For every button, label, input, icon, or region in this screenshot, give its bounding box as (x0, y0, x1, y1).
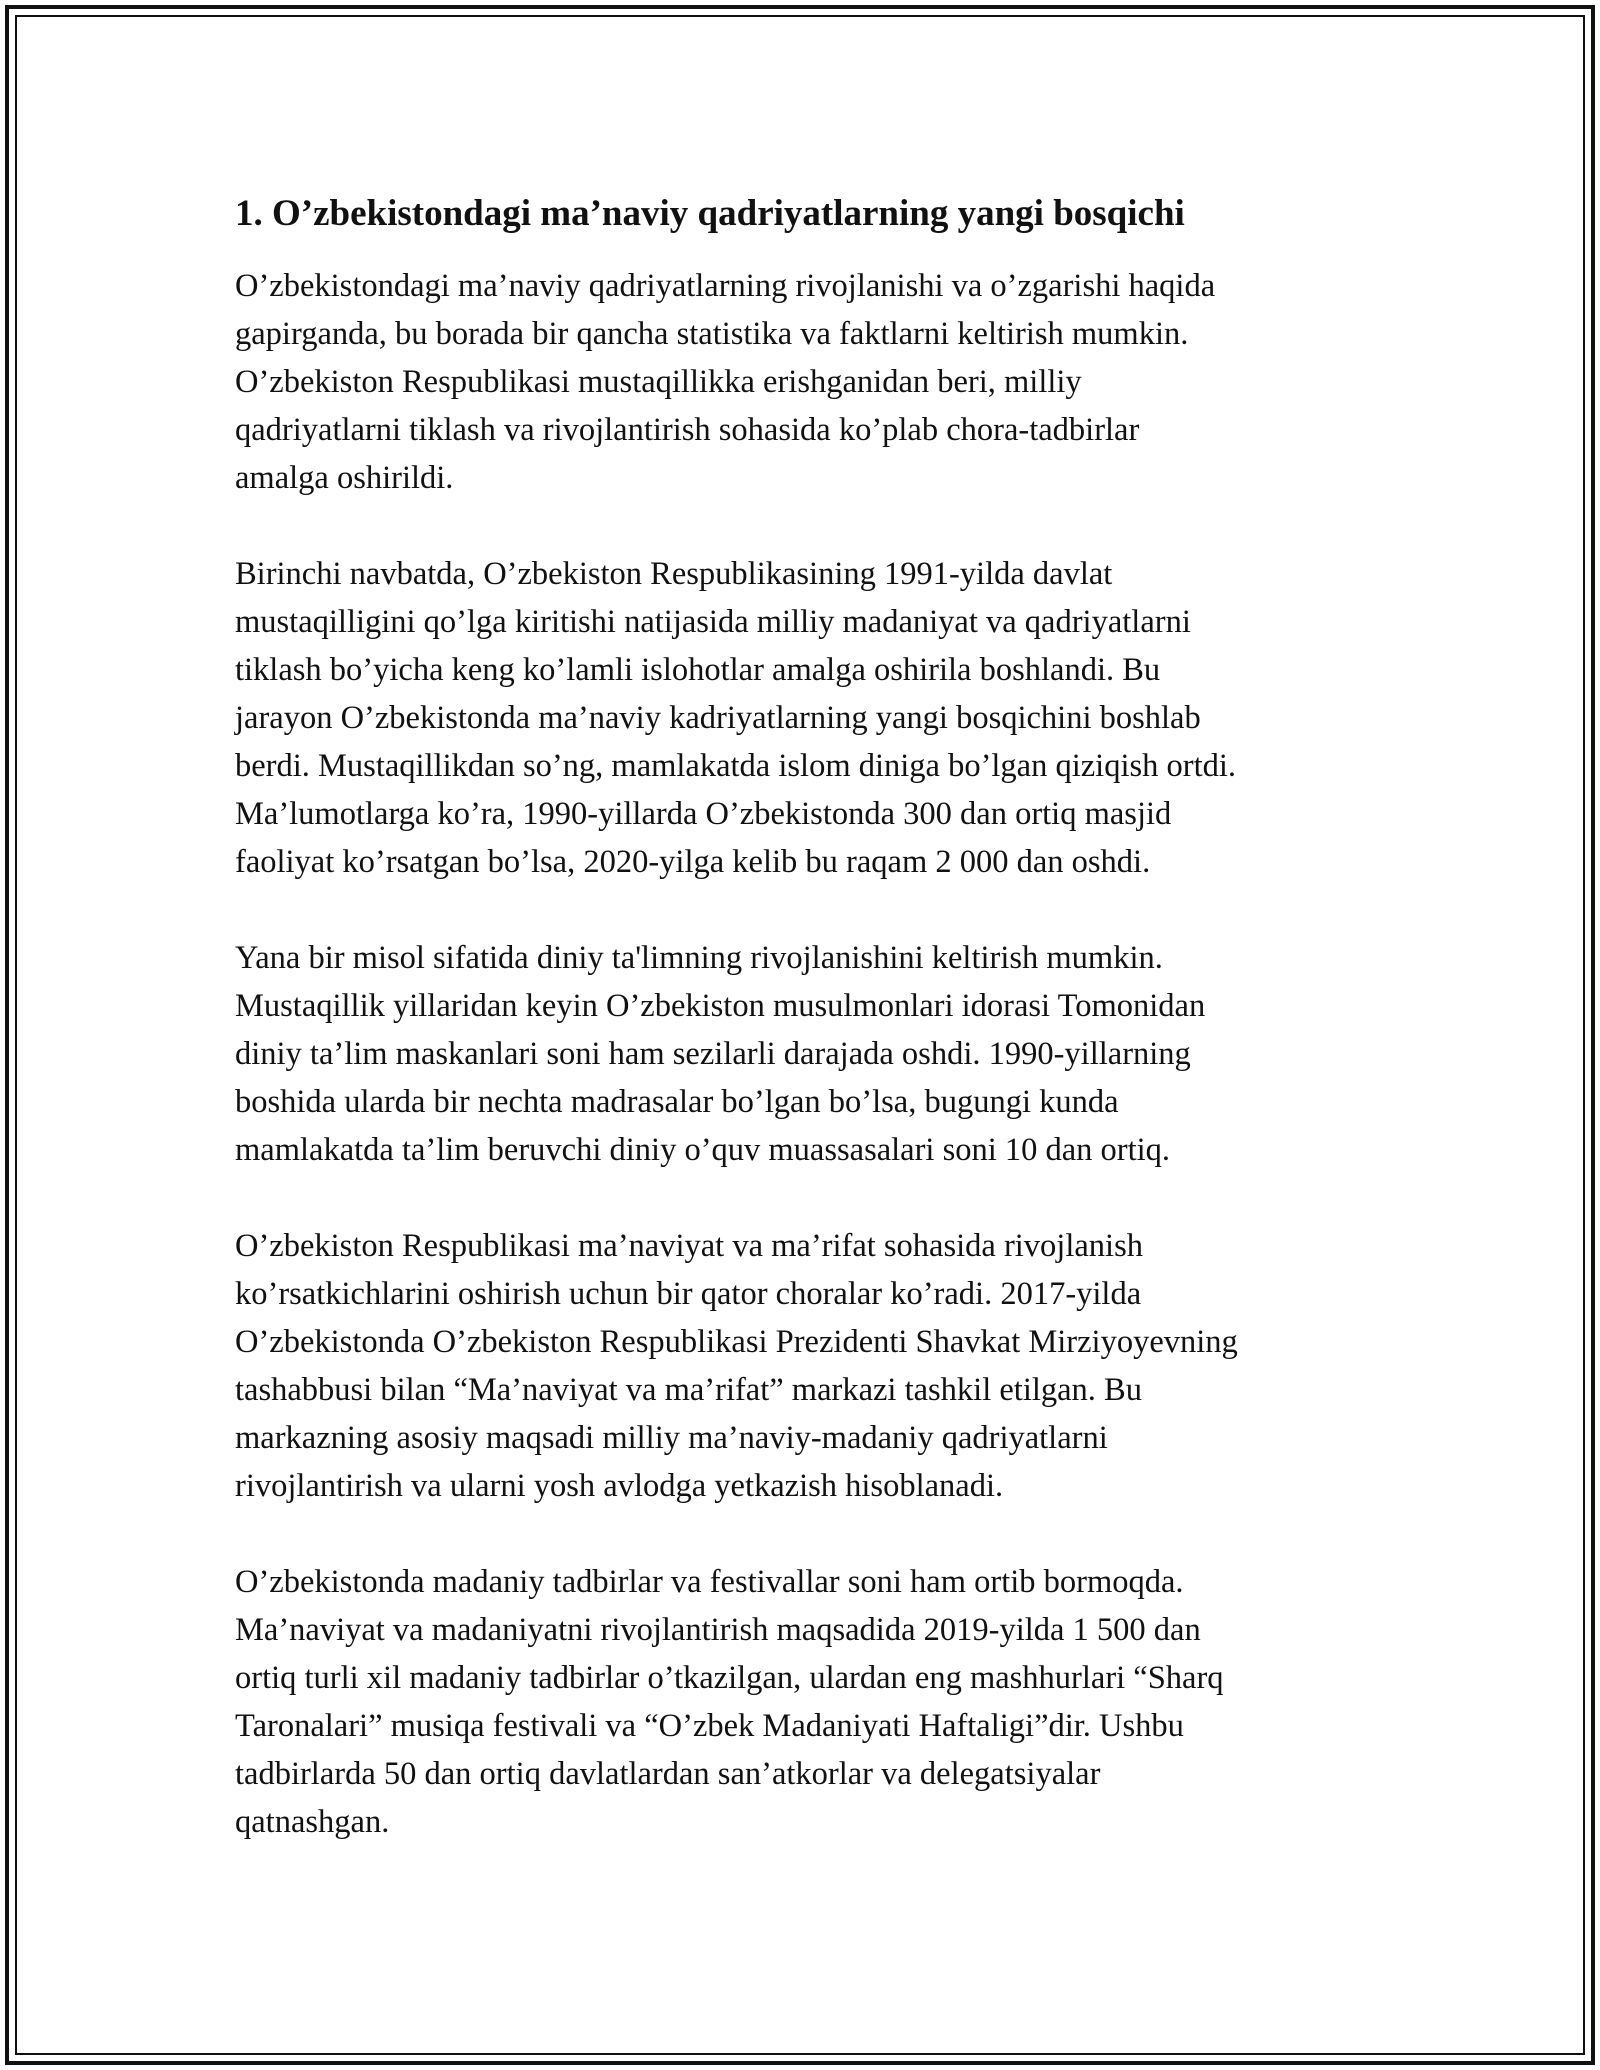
section-heading: 1. O’zbekistondagi ma’naviy qadriyatlarning yangi bosqichi (235, 193, 1185, 234)
text-line: O’zbekistonda O’zbekiston Respublikasi Prezidenti Shavkat Mirziyoyevning (235, 1324, 1238, 1360)
text-line: ko’rsatkichlarini oshirish uchun bir qator choralar ko’radi. 2017-yilda (235, 1276, 1142, 1312)
paragraph-1 (235, 262, 1375, 502)
text-line: mamlakatda ta’lim beruvchi diniy o’quv muassasalari soni 10 dan ortiq. (235, 1132, 1171, 1168)
text-line: O’zbekistonda madaniy tadbirlar va festivallar soni ham ortib bormoqda. (235, 1564, 1184, 1600)
paragraph-5 (235, 1558, 1375, 1846)
paragraph-3 (235, 934, 1375, 1174)
text-line: Yana bir misol sifatida diniy ta'limning rivojlanishini keltirish mumkin. (235, 940, 1163, 976)
text-line: O’zbekiston Respublikasi ma’naviyat va ma’rifat sohasida rivojlanish (235, 1228, 1143, 1264)
text-line: tiklash bo’yicha keng ko’lamli islohotlar amalga oshirila boshlandi. Bu (235, 652, 1161, 688)
text-line: O’zbekistondagi ma’naviy qadriyatlarning rivojlanishi va o’zgarishi haqida (235, 268, 1216, 304)
document-body (235, 188, 1375, 1894)
text-line: tashabbusi bilan “Ma’naviyat va ma’rifat” markazi tashkil etilgan. Bu (235, 1372, 1142, 1408)
text-line: Mustaqillik yillaridan keyin O’zbekiston musulmonlari idorasi Tomonidan (235, 988, 1206, 1024)
text-line: Taronalari” musiqa festivali va “O’zbek Madaniyati Haftaligi”dir. Ushbu (235, 1708, 1184, 1744)
text-line: gapirganda, bu borada bir qancha statistika va faktlarni keltirish mumkin. (235, 316, 1189, 352)
paragraph-2 (235, 550, 1375, 886)
text-line: Ma’lumotlarga ko’ra, 1990-yillarda O’zbekistonda 300 dan ortiq masjid (235, 796, 1172, 832)
text-line: amalga oshirildi. (235, 460, 454, 496)
paragraph-4 (235, 1222, 1375, 1510)
text-line: jarayon O’zbekistonda ma’naviy kadriyatlarning yangi bosqichini boshlab (235, 700, 1201, 736)
text-line: boshida ularda bir nechta madrasalar bo’lgan bo’lsa, bugungi kunda (235, 1084, 1119, 1120)
text-line: qadriyatlarni tiklash va rivojlantirish sohasida ko’plab chora-tadbirlar (235, 412, 1140, 448)
text-line: mustaqilligini qo’lga kiritishi natijasida milliy madaniyat va qadriyatlarni (235, 604, 1191, 640)
text-line: O’zbekiston Respublikasi mustaqillikka erishganidan beri, milliy (235, 364, 1082, 400)
text-line: markazning asosiy maqsadi milliy ma’naviy-madaniy qadriyatlarni (235, 1420, 1108, 1456)
text-line: tadbirlarda 50 dan ortiq davlatlardan san’atkorlar va delegatsiyalar (235, 1756, 1101, 1792)
text-line: berdi. Mustaqillikdan so’ng, mamlakatda islom diniga bo’lgan qiziqish ortdi. (235, 748, 1237, 784)
text-line: Ma’naviyat va madaniyatni rivojlantirish maqsadida 2019-yilda 1 500 dan (235, 1612, 1201, 1648)
text-line: diniy ta’lim maskanlari soni ham sezilarli darajada oshdi. 1990-yillarning (235, 1036, 1191, 1072)
text-line: qatnashgan. (235, 1804, 390, 1840)
text-line: Birinchi navbatda, O’zbekiston Respublikasining 1991-yilda davlat (235, 556, 1113, 592)
text-line: ortiq turli xil madaniy tadbirlar o’tkazilgan, ulardan eng mashhurlari “Sharq (235, 1660, 1224, 1696)
text-line: rivojlantirish va ularni yosh avlodga yetkazish hisoblanadi. (235, 1468, 1004, 1504)
text-line: faoliyat ko’rsatgan bo’lsa, 2020-yilga kelib bu raqam 2 000 dan oshdi. (235, 844, 1151, 880)
